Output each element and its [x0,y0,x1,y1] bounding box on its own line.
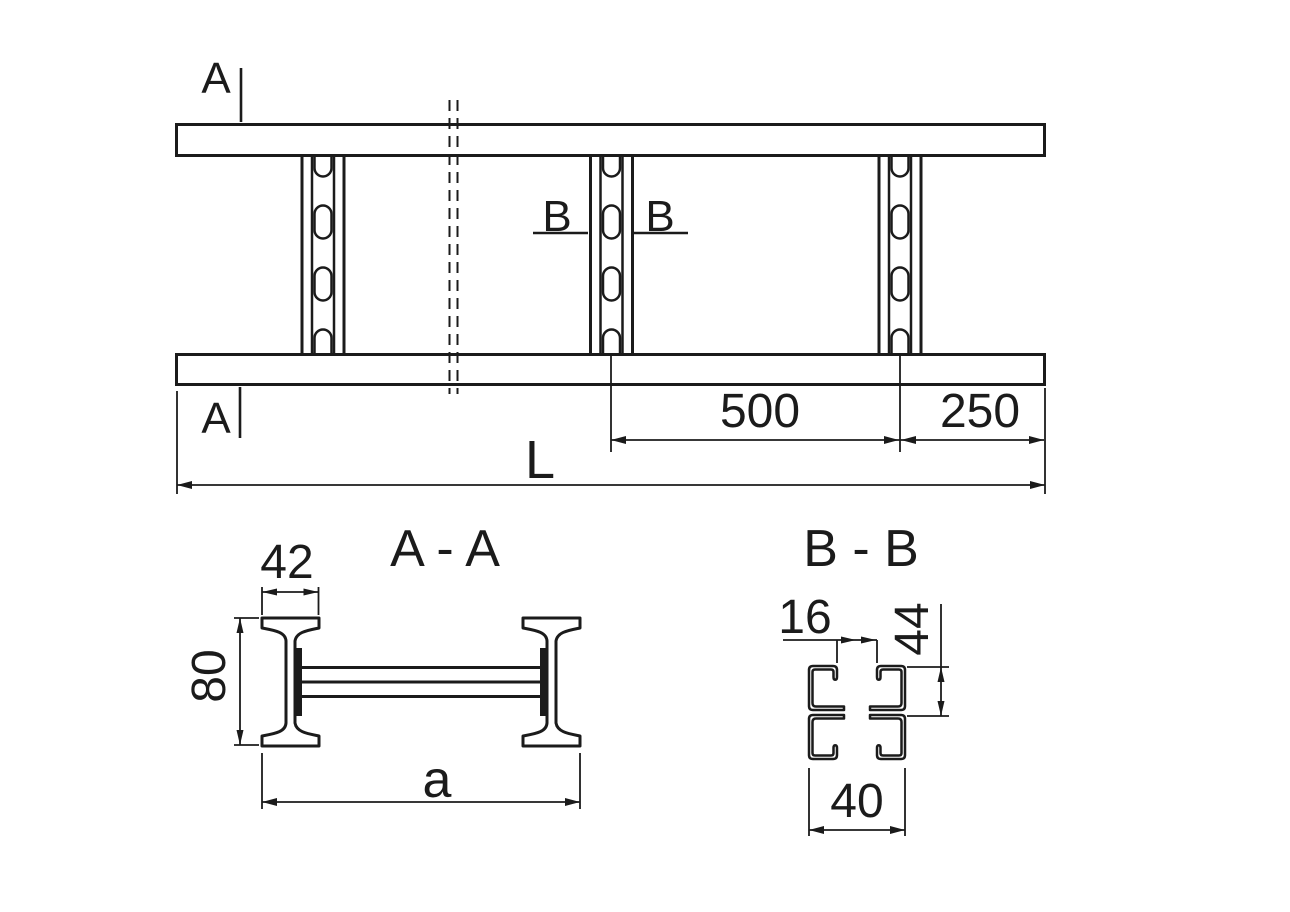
dim-40-text: 40 [830,775,884,828]
label-a-bottom: A [201,394,231,443]
rung-slot [892,206,909,239]
dim-250-text: 250 [939,385,1021,438]
rung-3 [879,144,921,363]
arrowhead [809,826,824,834]
arrowhead [884,436,899,444]
arrowhead [262,589,277,596]
top-view [177,54,1046,494]
channel-top-right [870,666,905,710]
channel-top-left [809,666,844,710]
rung-1 [302,144,344,363]
arrowhead [237,618,244,633]
arrowhead [901,436,916,444]
label-a-top: A [201,54,231,103]
rung-2 [591,144,633,363]
dim-80-text: 80 [183,649,236,703]
arrowhead [304,589,319,596]
dim-L-text: L [524,430,556,490]
channel-bottom-right [870,715,905,759]
arrowhead [1029,436,1044,444]
rail-top [177,125,1045,156]
aa-rung-side-view [295,648,547,716]
dim-16-text: 16 [778,591,832,644]
rung-slot [603,206,620,239]
arrowhead [565,798,580,806]
arrowhead [841,637,856,644]
channel-bottom-left [809,715,844,759]
rung-slot [315,268,332,301]
rung-slot [892,268,909,301]
aa-dimensions [183,536,580,809]
label-b-right: B [645,192,675,241]
dim-a-text: a [422,751,452,809]
arrowhead [1030,481,1045,489]
dim-44-text: 44 [886,602,939,656]
arrowhead [861,637,876,644]
arrowhead [611,436,626,444]
bb-dimensions [778,591,949,836]
label-b-left: B [542,192,572,241]
section-aa-title: A - A [390,520,500,578]
section-b-b [778,520,949,836]
bb-channel-profile [809,666,905,759]
arrowhead [262,798,277,806]
rung-slot [315,206,332,239]
rung-slot [603,268,620,301]
arrowhead [237,730,244,745]
arrowhead [177,481,192,489]
arrowhead [938,701,945,716]
section-a-a [183,520,580,809]
dim-42-text: 42 [260,536,314,589]
arrowhead [938,667,945,682]
arrowhead [890,826,905,834]
dim-500-text: 500 [719,385,801,438]
section-bb-title: B - B [803,520,919,578]
